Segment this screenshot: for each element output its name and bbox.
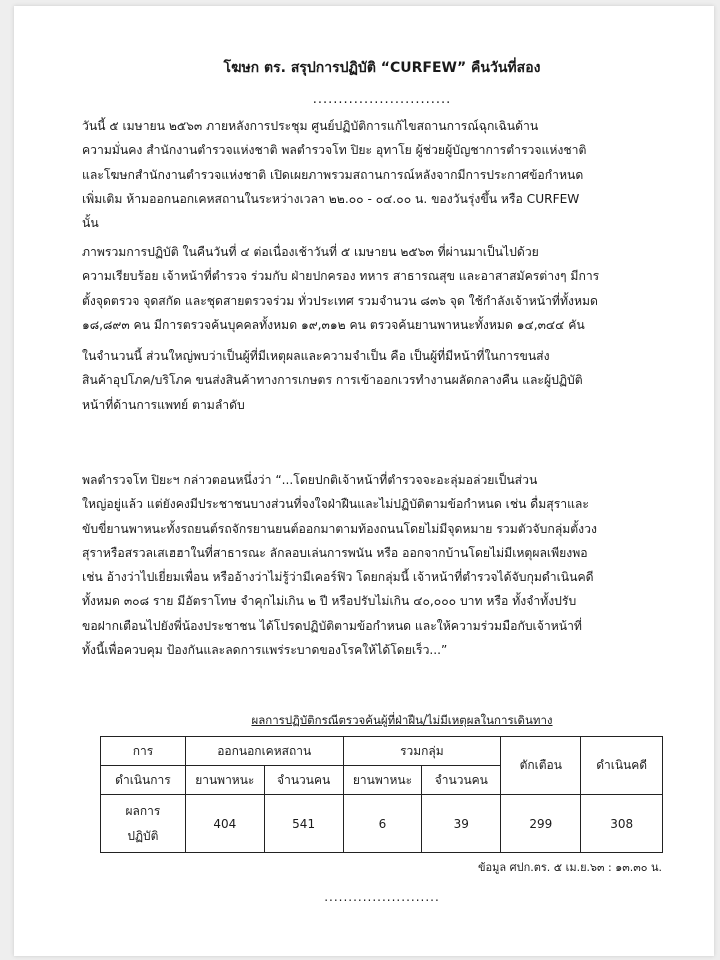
paragraph-line: ตั้งจุดตรวจ จุดสกัด และชุดสายตรวจร่วม ทั่วประเทศ รวมจำนวน ๘๓๖ จุด ใช้กำลังเจ้าหน้าที่ทั้งหมด: [82, 293, 598, 308]
cell-prosecuted: 308: [581, 795, 663, 853]
data-source-note: ข้อมูล ศปก.ตร. ๕ เม.ย.๖๓ : ๑๓.๓๐ น.: [478, 861, 662, 874]
paragraph-majority: [82, 344, 670, 417]
row-label-line2: ปฏิบัติ: [127, 828, 159, 843]
table-caption: ผลการปฏิบัติกรณีตรวจค้นผู้ที่ฝ่าฝืน/ไม่มีเหตุผลในการเดินทาง: [251, 713, 553, 727]
paragraph-overview: [82, 240, 670, 337]
paragraph-line: ความมั่นคง สำนักงานตำรวจแห่งชาติ พลตำรวจโท ปิยะ อุทาโย ผู้ช่วยผู้บัญชาการตำรวจแห่งชาติ: [82, 143, 587, 158]
header-cell-operation-line2: ดำเนินการ: [101, 766, 186, 795]
results-table: [100, 736, 663, 853]
paragraph-line: พลตำรวจโท ปิยะฯ กล่าวตอนหนึ่งว่า “...โดยปกติเจ้าหน้าที่ตำรวจจะอะลุ่มอล่วยเป็นส่วน: [82, 473, 538, 487]
paragraph-line: ในจำนวนนี้ ส่วนใหญ่พบว่าเป็นผู้ที่มีเหตุผลและความจำเป็น คือ เป็นผู้ที่มีหน้าที่ในการขนส่ง: [82, 349, 550, 363]
paragraph-line: ๑๘,๘๙๓ คน มีการตรวจค้นบุคคลทั้งหมด ๑๙,๓๑๒ คน ตรวจค้นยานพาหนะทั้งหมด ๑๔,๓๔๔ คัน: [82, 317, 585, 332]
paragraph-line: หน้าที่ด้านการแพทย์ ตามลำดับ: [82, 397, 245, 412]
document-page: [14, 6, 714, 956]
title-separator: ...........................: [312, 92, 452, 107]
paragraph-line: ขอฝากเตือนไปยังพี่น้องประชาชน ได้โปรดปฏิบัติตามข้อกำหนด และให้ความร่วมมือกับเจ้าหน้าที่: [82, 618, 582, 633]
subheader-cell-vehicle: ยานพาหนะ: [185, 766, 264, 795]
table-row: [101, 795, 663, 853]
cell-outside-people: 541: [264, 795, 343, 853]
paragraph-line: เพิ่มเติม ห้ามออกนอกเคหสถานในระหว่างเวลา ๒๒.๐๐ - ๐๔.๐๐ น. ของวันรุ่งขึ้น หรือ CURFEW: [82, 191, 580, 206]
paragraph-line: วันนี้ ๕ เมษายน ๒๕๖๓ ภายหลังการประชุม ศูนย์ปฏิบัติการแก้ไขสถานการณ์ฉุกเฉินด้าน: [82, 119, 539, 133]
header-cell-outside-home: ออกนอกเคหสถาน: [185, 737, 343, 766]
paragraph-intro: [82, 114, 670, 235]
header-cell-gathering: รวมกลุ่ม: [343, 737, 501, 766]
paragraph-line: ความเรียบร้อย เจ้าหน้าที่ตำรวจ ร่วมกับ ฝ่ายปกครอง ทหาร สาธารณสุข และอาสาสมัครต่างๆ มีการ: [82, 269, 600, 284]
cell-gathering-people: 39: [422, 795, 501, 853]
paragraph-line: สุราหรือสรวลเสเฮฮาในที่สาธารณะ ลักลอบเล่นการพนัน หรือ ออกจากบ้านโดยไม่มีเหตุผลเพียงพอ: [82, 545, 588, 560]
document-title: โฆษก ตร. สรุปการปฏิบัติ “CURFEW” คืนวันที่สอง: [223, 60, 541, 76]
cell-gathering-vehicles: 6: [343, 795, 422, 853]
cell-outside-vehicles: 404: [185, 795, 264, 853]
paragraph-line: ภาพรวมการปฏิบัติ ในคืนวันที่ ๔ ต่อเนื่องเช้าวันที่ ๕ เมษายน ๒๕๖๓ ที่ผ่านมาเป็นไปด้วย: [82, 245, 539, 259]
subheader-cell-people: จำนวนคน: [264, 766, 343, 795]
header-cell-prosecute: ดำเนินคดี: [581, 737, 663, 795]
paragraph-line: นั้น: [82, 216, 99, 231]
header-cell-operation: การ: [101, 737, 186, 766]
paragraph-line: และโฆษกสำนักงานตำรวจแห่งชาติ เปิดเผยภาพรวมสถานการณ์หลังจากมีการประกาศข้อกำหนด: [82, 167, 584, 182]
paragraph-line: ใหญ่อยู่แล้ว แต่ยังคงมีประชาชนบางส่วนที่จงใจฝ่าฝืนและไม่ปฏิบัติตามข้อกำหนด เช่น ดื่มสุราและ: [82, 497, 589, 512]
paragraph-line: ขับขี่ยานพาหนะทั้งรถยนต์รถจักรยานยนต์ออกมาตามท้องถนนโดยไม่มีจุดหมาย รวมตัวจับกลุ่มตั้งวง: [82, 521, 597, 536]
paragraph-line: ทั้งนี้เพื่อควบคุม ป้องกันและลดการแพร่ระบาดของโรคให้ได้โดยเร็ว...”: [82, 643, 448, 658]
row-label-cell: [101, 795, 186, 853]
subheader-cell-people: จำนวนคน: [422, 766, 501, 795]
subheader-cell-vehicle: ยานพาหนะ: [343, 766, 422, 795]
row-label-line1: ผลการ: [125, 803, 161, 818]
bottom-separator: ........................: [324, 890, 440, 904]
paragraph-line: เช่น อ้างว่าไปเยี่ยมเพื่อน หรืออ้างว่าไม่รู้ว่ามีเคอร์ฟิว โดยกลุ่มนี้ เจ้าหน้าที่ตำรวจได้จับกุมดำเนินคดี: [82, 570, 594, 585]
paragraph-quote: [82, 468, 670, 662]
table-header-row: [101, 737, 663, 766]
paragraph-line: ทั้งหมด ๓๐๘ ราย มีอัตราโทษ จำคุกไม่เกิน ๒ ปี หรือปรับไม่เกิน ๔๐,๐๐๐ บาท หรือ ทั้งจำทั้งปรับ: [82, 594, 577, 609]
cell-warned: 299: [501, 795, 581, 853]
header-cell-warning: ตักเตือน: [501, 737, 581, 795]
paragraph-line: สินค้าอุปโภค/บริโภค ขนส่งสินค้าทางการเกษตร การเข้าออกเวรทำงานผลัดกลางคืน และผู้ปฏิบัติ: [82, 373, 583, 388]
